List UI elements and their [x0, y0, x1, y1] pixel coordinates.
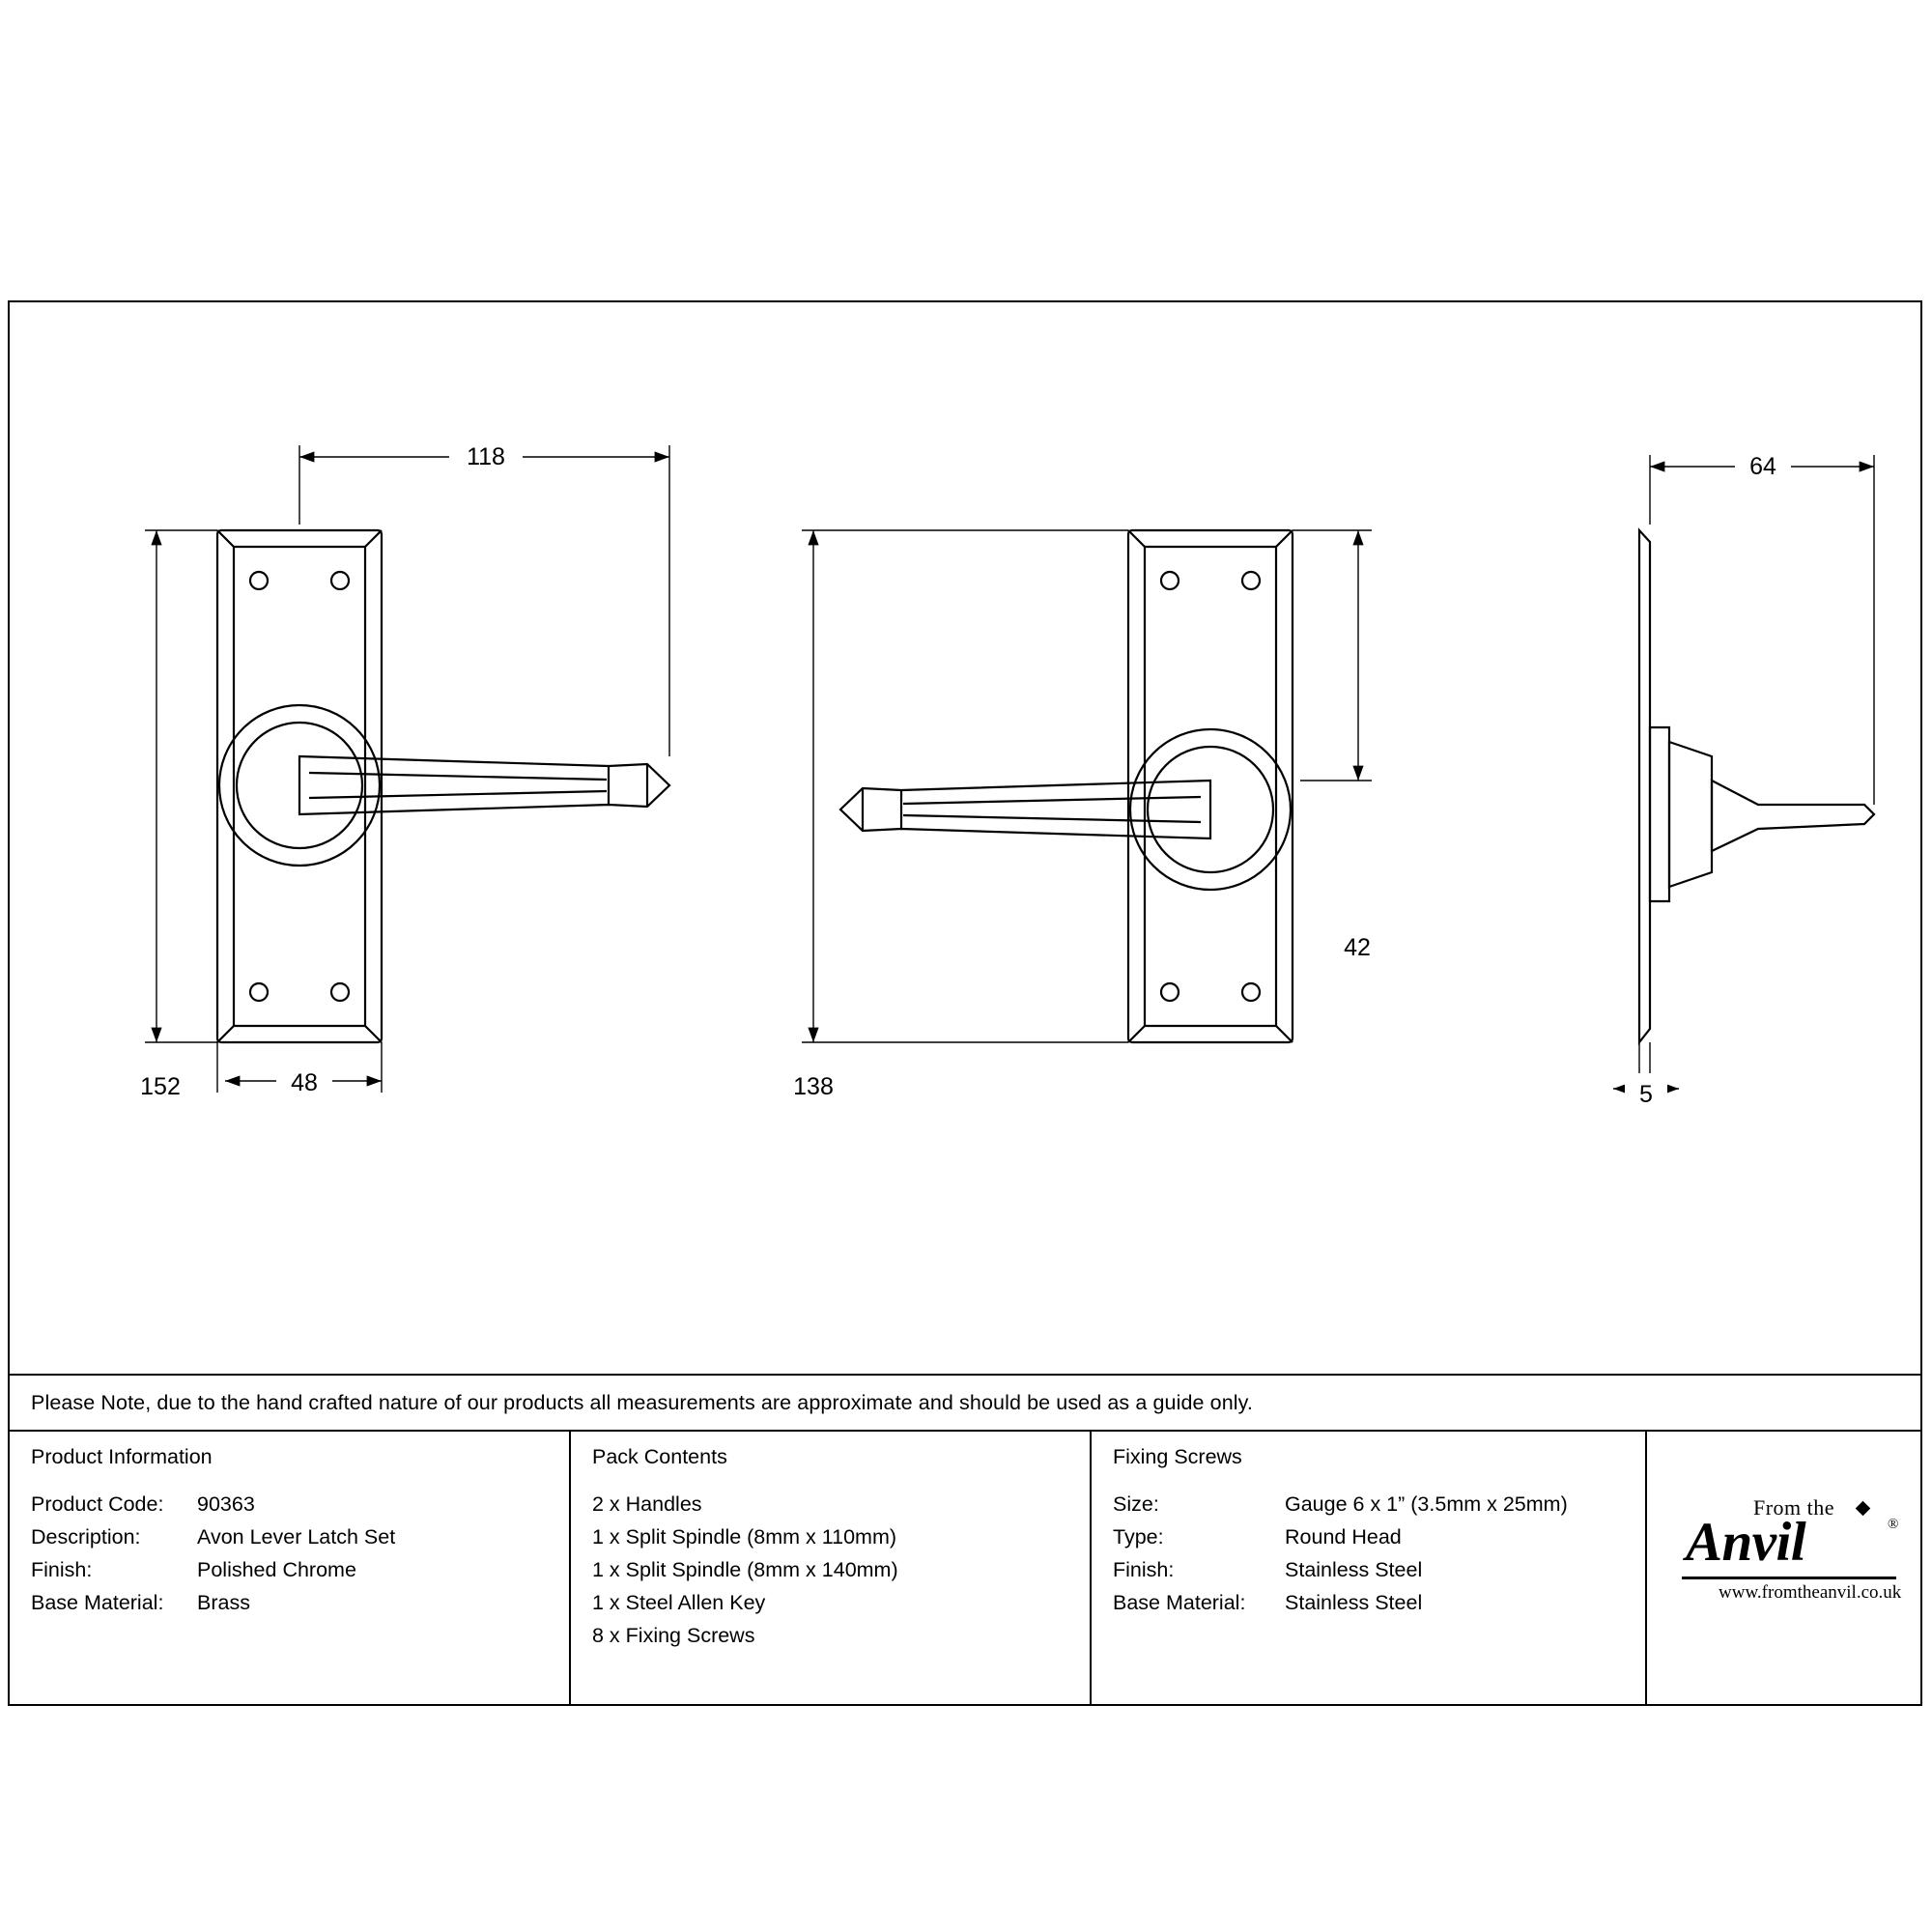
fixing-screws-column — [1092, 1432, 1647, 1706]
description-value: Avon Lever Latch Set — [197, 1525, 396, 1548]
screw-type-value: Round Head — [1285, 1525, 1402, 1548]
table-row — [1113, 1586, 1568, 1619]
table-row — [31, 1488, 395, 1520]
list-item: 1 x Split Spindle (8mm x 110mm) — [592, 1525, 897, 1548]
info-table — [10, 1430, 1920, 1706]
table-row — [31, 1586, 395, 1619]
logo-url: www.fromtheanvil.co.uk — [1719, 1582, 1902, 1603]
product-code-label: Product Code: — [31, 1492, 164, 1516]
note-text: Please Note, due to the hand crafted nature of our products all measurements are approximate and should be used as a guide only. — [31, 1391, 1253, 1414]
screw-finish-value: Stainless Steel — [1285, 1558, 1423, 1581]
base-material-value: Brass — [197, 1591, 250, 1614]
finish-value: Polished Chrome — [197, 1558, 356, 1581]
screw-size-value: Gauge 6 x 1” (3.5mm x 25mm) — [1285, 1492, 1568, 1516]
base-material-label: Base Material: — [31, 1591, 164, 1614]
screw-type-label: Type: — [1113, 1525, 1164, 1548]
dim-label-front-width: 118 — [467, 443, 505, 470]
logo-divider — [1682, 1577, 1896, 1579]
screw-size-label: Size: — [1113, 1492, 1159, 1516]
note-row — [10, 1374, 1920, 1430]
dim-label-plate-width: 48 — [291, 1069, 318, 1096]
list-item: 2 x Handles — [592, 1492, 702, 1516]
dim-label-front-height: 152 — [140, 1073, 181, 1100]
screw-base-material-value: Stainless Steel — [1285, 1591, 1423, 1614]
brand-logo — [1647, 1432, 1920, 1708]
screw-finish-label: Finish: — [1113, 1558, 1175, 1581]
product-information-column — [10, 1432, 571, 1706]
logo-anvil-text: Anvil — [1686, 1512, 1806, 1573]
table-row — [31, 1520, 395, 1553]
brand-logo-column — [1647, 1432, 1920, 1706]
dim-label-thickness: 5 — [1639, 1081, 1653, 1108]
description-label: Description: — [31, 1525, 141, 1548]
list-item: 1 x Split Spindle (8mm x 140mm) — [592, 1558, 898, 1581]
table-row — [1113, 1553, 1568, 1586]
dim-label-side-height: 138 — [793, 1073, 834, 1100]
dim-label-projection: 64 — [1749, 453, 1776, 480]
registered-trademark-icon: ® — [1888, 1517, 1899, 1532]
technical-drawing — [10, 302, 1920, 1375]
list-item: 8 x Fixing Screws — [592, 1624, 755, 1647]
table-row — [1113, 1520, 1568, 1553]
fixing-screws-heading: Fixing Screws — [1113, 1445, 1242, 1468]
table-row — [31, 1553, 395, 1586]
list-item: 1 x Steel Allen Key — [592, 1591, 766, 1614]
table-row — [1113, 1488, 1568, 1520]
spec-sheet — [8, 300, 1922, 1706]
pack-contents-column — [571, 1432, 1092, 1706]
pack-contents-heading: Pack Contents — [592, 1445, 727, 1468]
logo-from-the-text: From the — [1753, 1495, 1835, 1520]
finish-label: Finish: — [31, 1558, 93, 1581]
screw-base-material-label: Base Material: — [1113, 1591, 1246, 1614]
diamond-icon — [1856, 1501, 1871, 1517]
product-information-heading: Product Information — [31, 1445, 213, 1468]
product-code-value: 90363 — [197, 1492, 255, 1516]
dim-label-lever-offset: 42 — [1344, 934, 1371, 961]
